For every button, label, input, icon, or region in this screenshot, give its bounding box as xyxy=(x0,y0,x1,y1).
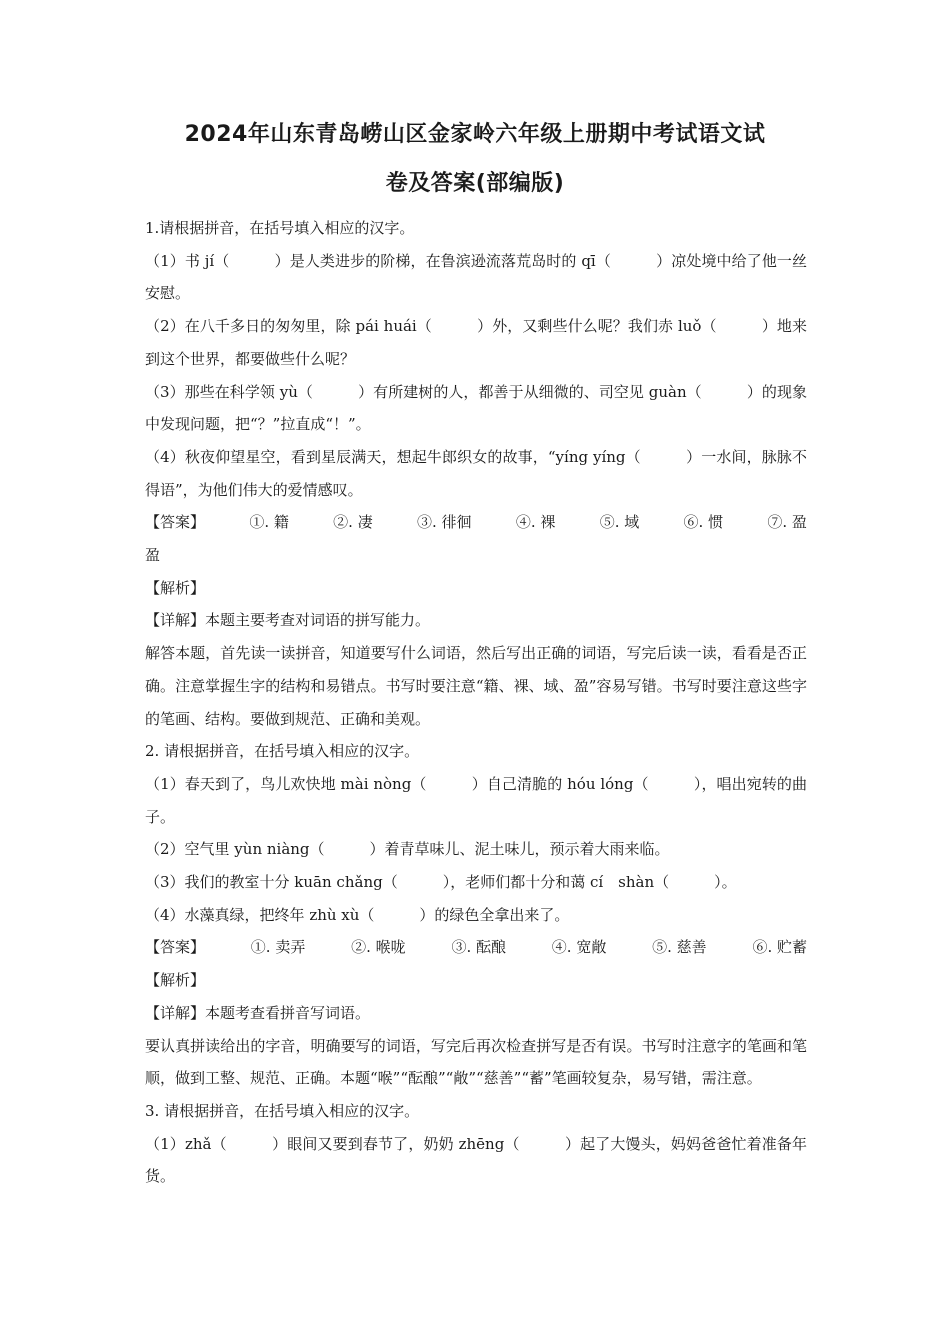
answer-label: 【答案】 xyxy=(145,938,206,957)
question-2-stem: 2. 请根据拼音，在括号填入相应的汉字。 xyxy=(145,742,420,761)
question-1-analysis-label: 【解析】 xyxy=(145,578,206,597)
answer-item: ③. 徘徊 xyxy=(417,513,472,532)
question-1-explanation: 解答本题，首先读一读拼音，知道要写什么词语，然后写出正确的词语，写完后读一读，看看是否正确。注意掌握生字的结构和易错点。书写时要注意“籍、裸、域、盈”容易写错。书写时要注意这些字的笔画、结构。要做到规范、正确和美观。 xyxy=(145,644,807,728)
question-2-part-3: （3）我们的教室十分 kuān chǎng（ ），老师们都十分和蔼 cí shàn（ ）。 xyxy=(145,873,737,892)
question-2-answer xyxy=(145,931,807,964)
answer-item: ②. 喉咙 xyxy=(351,938,406,957)
question-1-stem: 1.请根据拼音，在括号填入相应的汉字。 xyxy=(145,219,415,237)
question-1-answer-tail: 盈 xyxy=(145,546,161,565)
question-1-answer xyxy=(145,506,807,539)
answer-item: ⑤. 域 xyxy=(599,513,640,532)
answer-item: ⑦. 盈 xyxy=(767,513,807,532)
question-2-part-4: （4）水藻真绿，把终年 zhù xù（ ）的绿色全拿出来了。 xyxy=(145,905,570,924)
question-1-part-1: （1）书 jí（ ）是人类进步的阶梯，在鲁滨逊流落荒岛时的 qī（ ）凉处境中给了他一丝安慰。 xyxy=(145,251,807,303)
question-2-explanation: 要认真拼读给出的字音，明确要写的词语，写完后再次检查拼写是否有误。书写时注意字的笔画和笔顺，做到工整、规范、正确。本题“喉”“酝酿”“敞”“慈善”“蓄”笔画较复杂，易写错，需注意。 xyxy=(145,1036,807,1088)
question-2-part-1: （1）春天到了，鸟儿欢快地 mài nòng（ ）自己清脆的 hóu lóng（ ），唱出宛转的曲子。 xyxy=(145,774,807,826)
answer-item: ①. 卖弄 xyxy=(250,938,306,957)
question-1-detail: 【详解】本题主要考查对词语的拼写能力。 xyxy=(145,611,431,630)
question-3-part-1: （1）zhǎ（ ）眼间又要到春节了，奶奶 zhēng（ ）起了大馒头，妈妈爸爸忙着准备年货。 xyxy=(145,1134,807,1186)
answer-item: ③. 酝酿 xyxy=(451,938,506,957)
answer-item: ①. 籍 xyxy=(249,513,289,532)
question-2-part-2: （2）空气里 yùn niàng（ ）着青草味儿、泥土味儿，预示着大雨来临。 xyxy=(145,840,670,859)
answer-item: ⑥. 贮蓄 xyxy=(752,938,807,957)
answer-item: ④. 宽敞 xyxy=(551,938,607,957)
question-3-stem: 3. 请根据拼音，在括号填入相应的汉字。 xyxy=(145,1101,420,1120)
answer-label: 【答案】 xyxy=(145,513,206,532)
document-title-line2: 卷及答案(部编版) xyxy=(385,171,565,196)
question-2-analysis-label: 【解析】 xyxy=(145,971,206,990)
question-1-part-3: （3）那些在科学领 yù（ ）有所建树的人，都善于从细微的、司空见 guàn（ ）的现象中发现问题，把“？”拉直成“！”。 xyxy=(145,382,807,434)
answer-item: ⑤. 慈善 xyxy=(652,938,707,957)
document-body xyxy=(145,212,807,1193)
answer-item: ②. 凄 xyxy=(333,513,373,532)
question-1-part-2: （2）在八千多日的匆匆里，除 pái huái（ ）外，又剩些什么呢？我们赤 luǒ（ ）地来到这个世界，都要做些什么呢？ xyxy=(145,317,807,368)
question-2-detail: 【详解】本题考查看拼音写词语。 xyxy=(145,1003,371,1022)
question-1-part-4: （4）秋夜仰望星空，看到星辰满天，想起牛郎织女的故事，“yíng yíng（ ）一水间，脉脉不得语”，为他们伟大的爱情感叹。 xyxy=(145,447,807,499)
document-title-line1: 2024年山东青岛崂山区金家岭六年级上册期中考试语文试 xyxy=(184,122,766,147)
answer-item: ⑥. 惯 xyxy=(683,513,724,532)
answer-item: ④. 裸 xyxy=(515,513,556,532)
